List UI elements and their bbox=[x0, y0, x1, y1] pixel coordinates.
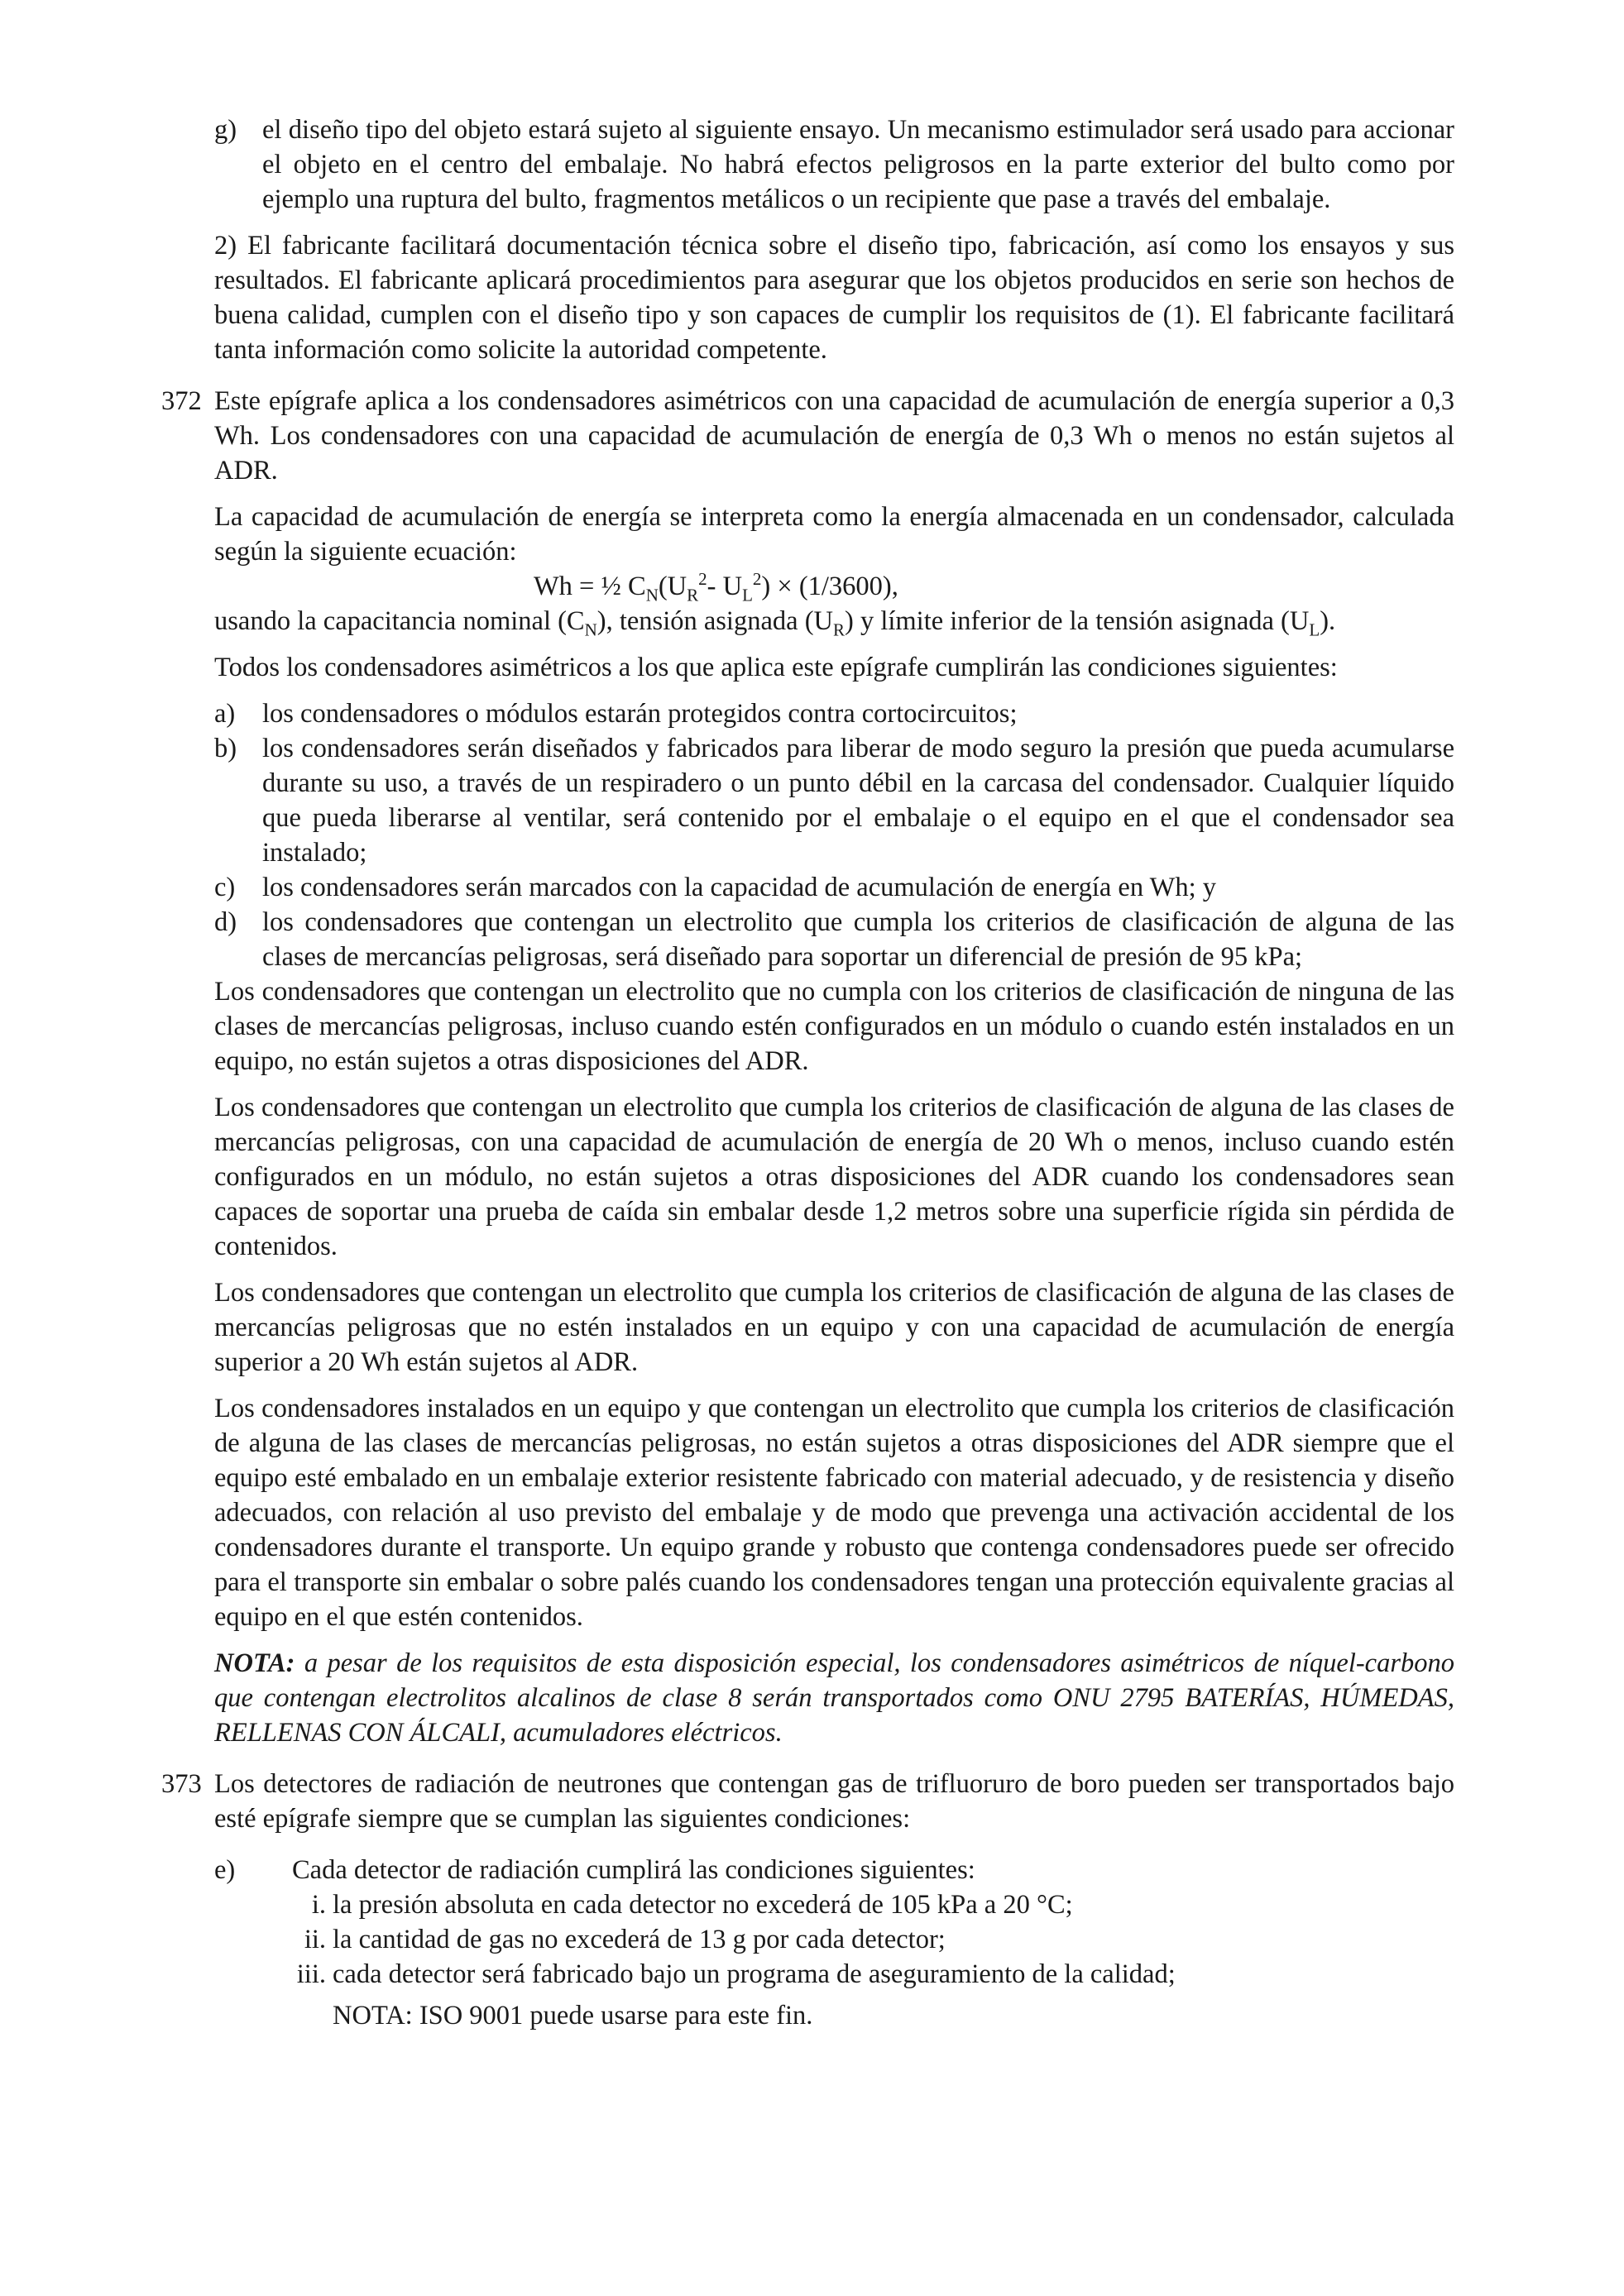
subitem-text: la cantidad de gas no excederá de 13 g por cada detector; bbox=[333, 1925, 946, 1954]
list-label: d) bbox=[214, 907, 237, 937]
list-label: c) bbox=[214, 873, 236, 902]
equation-usage bbox=[214, 604, 1454, 639]
note-text: a pesar de los requisitos de esta disposición especial, los condensadores asimétricos de níquel-carbono que contengan electrolitos alcalinos de clase 8 serán transportados como ONU 2795 BATERÍAS, HÚMEDAS, RELLENAS CON ÁLCALI, acumuladores eléctricos. bbox=[214, 1648, 1454, 1748]
list-item-g bbox=[214, 112, 1454, 217]
eq-sub-n: N bbox=[645, 585, 659, 605]
eq-part: ) × (1/3600), bbox=[761, 572, 898, 601]
list-item-b bbox=[214, 731, 1454, 870]
note-label: NOTA: bbox=[214, 1648, 295, 1678]
usage-text: usando la capacitancia nominal (C bbox=[214, 606, 585, 636]
eq-lhs: Wh = ½ C bbox=[534, 572, 646, 601]
list-item-text: los condensadores que contengan un electrolito que cumpla los criterios de clasificación de alguna de las clases de mercancías peligrosas, será diseñado para soportar un diferencial de presión de 95 kPa; bbox=[262, 907, 1454, 972]
usage-text: ), tensión asignada (U bbox=[596, 606, 833, 636]
subitem-ii bbox=[214, 1922, 1454, 1957]
list-label: a) bbox=[214, 699, 236, 729]
conditions-intro: Todos los condensadores asimétricos a los que aplica este epígrafe cumplirán las condiciones siguientes: bbox=[214, 653, 1338, 682]
eq-sub-r: R bbox=[687, 585, 699, 605]
list-item-c bbox=[214, 870, 1454, 905]
subitem-label: i. bbox=[311, 1890, 326, 1920]
energy-equation bbox=[534, 569, 1454, 604]
section-373 bbox=[161, 1767, 1454, 2033]
section-number: 373 bbox=[161, 1769, 202, 1799]
subitem-iii bbox=[214, 1957, 1454, 1992]
list-item-text: los condensadores serán marcados con la capacidad de acumulación de energía en Wh; y bbox=[262, 873, 1216, 902]
list-item-text: los condensadores o módulos estarán protegidos contra cortocircuitos; bbox=[262, 699, 1018, 729]
section-372-intro: Este epígrafe aplica a los condensadores asimétricos con una capacidad de acumulación de energía superior a 0,3 Wh. Los condensadores con una capacidad de acumulación de energía de 0,3 Wh o menos no están sujetos al ADR. bbox=[214, 386, 1454, 486]
list-item-text: los condensadores serán diseñados y fabricados para liberar de modo seguro la presión que pueda acumularse durante su uso, a través de un respiradero o un punto débil en la carcasa del condensador. Cualquier líquido que pueda liberarse al ventilar, será contenido por el embalaje o el equipo en el que el condensador sea instalado; bbox=[262, 734, 1454, 868]
eq-sup: 2 bbox=[752, 569, 762, 590]
eq-part: - U bbox=[707, 572, 743, 601]
note-372 bbox=[214, 1646, 1454, 1750]
paragraph-2: 2) El fabricante facilitará documentación técnica sobre el diseño tipo, fabricación, así como los ensayos y sus resultados. El fabricante aplicará procedimientos para asegurar que los objetos producidos en serie son hechos de buena calidad, cumplen con el diseño tipo y son capaces de cumplir los requisitos de (1). El fabricante facilitará tanta información como solicite la autoridad competente. bbox=[214, 231, 1454, 365]
page-content bbox=[161, 112, 1454, 2033]
list-label: g) bbox=[214, 115, 237, 145]
paragraph-electrolyte-4: Los condensadores instalados en un equipo y que contengan un electrolito que cumpla los criterios de clasificación de alguna de las clases de mercancías peligrosas, no están sujetos a otras disposiciones del ADR siempre que el equipo esté embalado en un embalaje exterior resistente fabricado con material adecuado, y de resistencia y diseño adecuados, con relación al uso previsto del embalaje y de modo que prevenga una activación accidental de los condensadores durante el transporte. Un equipo grande y robusto que contenga condensadores puede ser ofrecido para el transporte sin embalar o sobre palés cuando los condensadores tengan una protección equivalente gracias al equipo en el que estén contenidos. bbox=[214, 1394, 1454, 1632]
list-label: e) bbox=[214, 1855, 236, 1885]
usage-sub: R bbox=[832, 619, 845, 640]
usage-text: ). bbox=[1320, 606, 1336, 636]
list-item-text: el diseño tipo del objeto estará sujeto al siguiente ensayo. Un mecanismo estimulador será usado para accionar el objeto en el centro del embalaje. No habrá efectos peligrosos en la parte exterior del bulto como por ejemplo una ruptura del bulto, fragmentos metálicos o un recipiente que pase a través del embalaje. bbox=[262, 115, 1454, 214]
note-373: NOTA: ISO 9001 puede usarse para este fin. bbox=[333, 2001, 813, 2031]
subitem-text: la presión absoluta en cada detector no excederá de 105 kPa a 20 °C; bbox=[333, 1890, 1073, 1920]
usage-sub: L bbox=[1309, 619, 1320, 640]
capacity-intro: La capacidad de acumulación de energía se interpreta como la energía almacenada en un condensador, calculada según la siguiente ecuación: bbox=[214, 502, 1454, 567]
list-item-e bbox=[214, 1853, 1454, 1887]
section-372 bbox=[161, 384, 1454, 1750]
list-item-text: Cada detector de radiación cumplirá las condiciones siguientes: bbox=[292, 1855, 975, 1885]
subitem-i bbox=[214, 1887, 1454, 1922]
subitem-text: cada detector será fabricado bajo un programa de aseguramiento de la calidad; bbox=[333, 1959, 1176, 1989]
paragraph-electrolyte-3: Los condensadores que contengan un electrolito que cumpla los criterios de clasificación de alguna de las clases de mercancías peligrosas que no estén instalados en un equipo y con una capacidad de acumulación de energía superior a 20 Wh están sujetos al ADR. bbox=[214, 1278, 1454, 1377]
usage-text: ) y límite inferior de la tensión asignada (U bbox=[845, 606, 1310, 636]
usage-sub: N bbox=[584, 619, 597, 640]
subitem-label: ii. bbox=[304, 1925, 326, 1954]
eq-sub-l: L bbox=[742, 585, 753, 605]
eq-sup: 2 bbox=[698, 569, 707, 590]
paragraph-electrolyte-1: Los condensadores que contengan un electrolito que no cumpla con los criterios de clasificación de ninguna de las clases de mercancías peligrosas, incluso cuando estén configurados en un módulo o cuando estén instalados en un equipo, no están sujetos a otras disposiciones del ADR. bbox=[214, 977, 1454, 1076]
list-label: b) bbox=[214, 734, 237, 763]
eq-part: (U bbox=[658, 572, 687, 601]
list-item-d bbox=[214, 905, 1454, 974]
list-item-a bbox=[214, 696, 1454, 731]
section-373-intro: Los detectores de radiación de neutrones que contengan gas de trifluoruro de boro pueden ser transportados bajo esté epígrafe siempre que se cumplan las siguientes condiciones: bbox=[214, 1769, 1454, 1834]
subitem-label: iii. bbox=[296, 1959, 326, 1989]
section-number: 372 bbox=[161, 386, 202, 416]
paragraph-electrolyte-2: Los condensadores que contengan un electrolito que cumpla los criterios de clasificación de alguna de las clases de mercancías peligrosas, con una capacidad de acumulación de energía de 20 Wh o menos, incluso cuando estén configurados en un módulo, no están sujetos a otras disposiciones del ADR cuando los condensadores sean capaces de soportar una prueba de caída sin embalar desde 1,2 metros sobre una superficie rígida sin pérdida de contenidos. bbox=[214, 1093, 1454, 1261]
